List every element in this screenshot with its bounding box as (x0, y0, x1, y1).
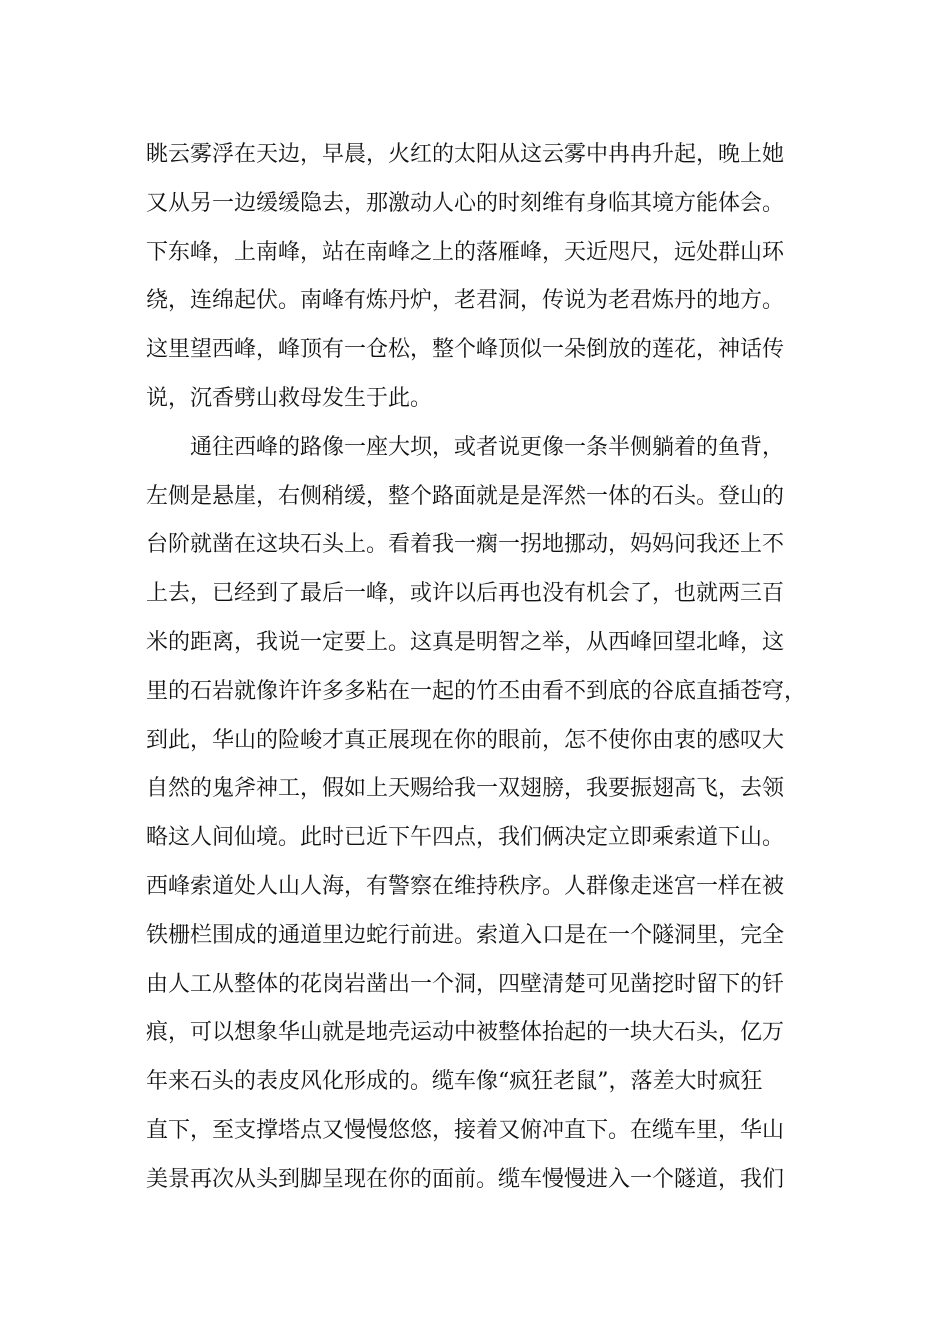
paragraph-start-line: 通往西峰的路像一座大坝，或者说更像一条半侧躺着的鱼背， (190, 434, 785, 460)
text-line: 痕，可以想象华山就是地壳运动中被整体抬起的一块大石头，亿万 (146, 1020, 785, 1046)
text-line: 年来石头的表皮风化形成的。缆车像“疯狂老鼠”，落差大时疯狂 (146, 1069, 763, 1095)
text-line: 西峰索道处人山人海，有警察在维持秩序。人群像走迷宫一样在被 (146, 873, 785, 899)
text-line: 左侧是悬崖，右侧稍缓，整个路面就是是浑然一体的石头。登山的 (146, 483, 785, 509)
text-line: 里的石岩就像许许多多粘在一起的竹丕由看不到底的谷底直插苍穹， (146, 678, 807, 704)
text-line: 美景再次从头到脚呈现在你的面前。缆车慢慢进入一个隧道，我们 (146, 1166, 785, 1192)
text-line: 说，沉香劈山救母发生于此。 (146, 385, 433, 411)
text-line: 自然的鬼斧神工，假如上天赐给我一双翅膀，我要振翅高飞，去领 (146, 776, 785, 802)
text-line: 台阶就凿在这块石头上。看着我一瘸一拐地挪动，妈妈问我还上不 (146, 532, 785, 558)
text-line: 上去，已经到了最后一峰，或许以后再也没有机会了，也就两三百 (146, 581, 785, 607)
text-line: 到此，华山的险峻才真正展现在你的眼前，怎不使你由衷的感叹大 (146, 727, 785, 753)
text-line: 绕，连绵起伏。南峰有炼丹炉，老君洞，传说为老君炼丹的地方。 (146, 288, 785, 314)
text-line: 略这人间仙境。此时已近下午四点，我们俩决定立即乘索道下山。 (146, 825, 785, 851)
text-line: 直下，至支撑塔点又慢慢悠悠，接着又俯冲直下。在缆车里，华山 (146, 1117, 785, 1143)
text-line: 眺云雾浮在天边，早晨，火红的太阳从这云雾中冉冉升起，晚上她 (146, 142, 785, 167)
text-line: 由人工从整体的花岗岩凿出一个洞，四壁清楚可见凿挖时留下的钎 (146, 971, 785, 997)
text-line: 米的距离，我说一定要上。这真是明智之举，从西峰回望北峰，这 (146, 629, 785, 655)
text-line: 这里望西峰，峰顶有一仓松，整个峰顶似一朵倒放的莲花，神话传 (146, 337, 785, 363)
text-line: 又从另一边缓缓隐去，那激动人心的时刻维有身临其境方能体会。 (146, 190, 785, 216)
text-line: 下东峰，上南峰，站在南峰之上的落雁峰，天近咫尺，远处群山环 (146, 239, 785, 265)
text-line: 铁栅栏围成的通道里边蛇行前进。索道入口是在一个隧洞里，完全 (146, 922, 785, 948)
body-text (146, 131, 836, 1205)
